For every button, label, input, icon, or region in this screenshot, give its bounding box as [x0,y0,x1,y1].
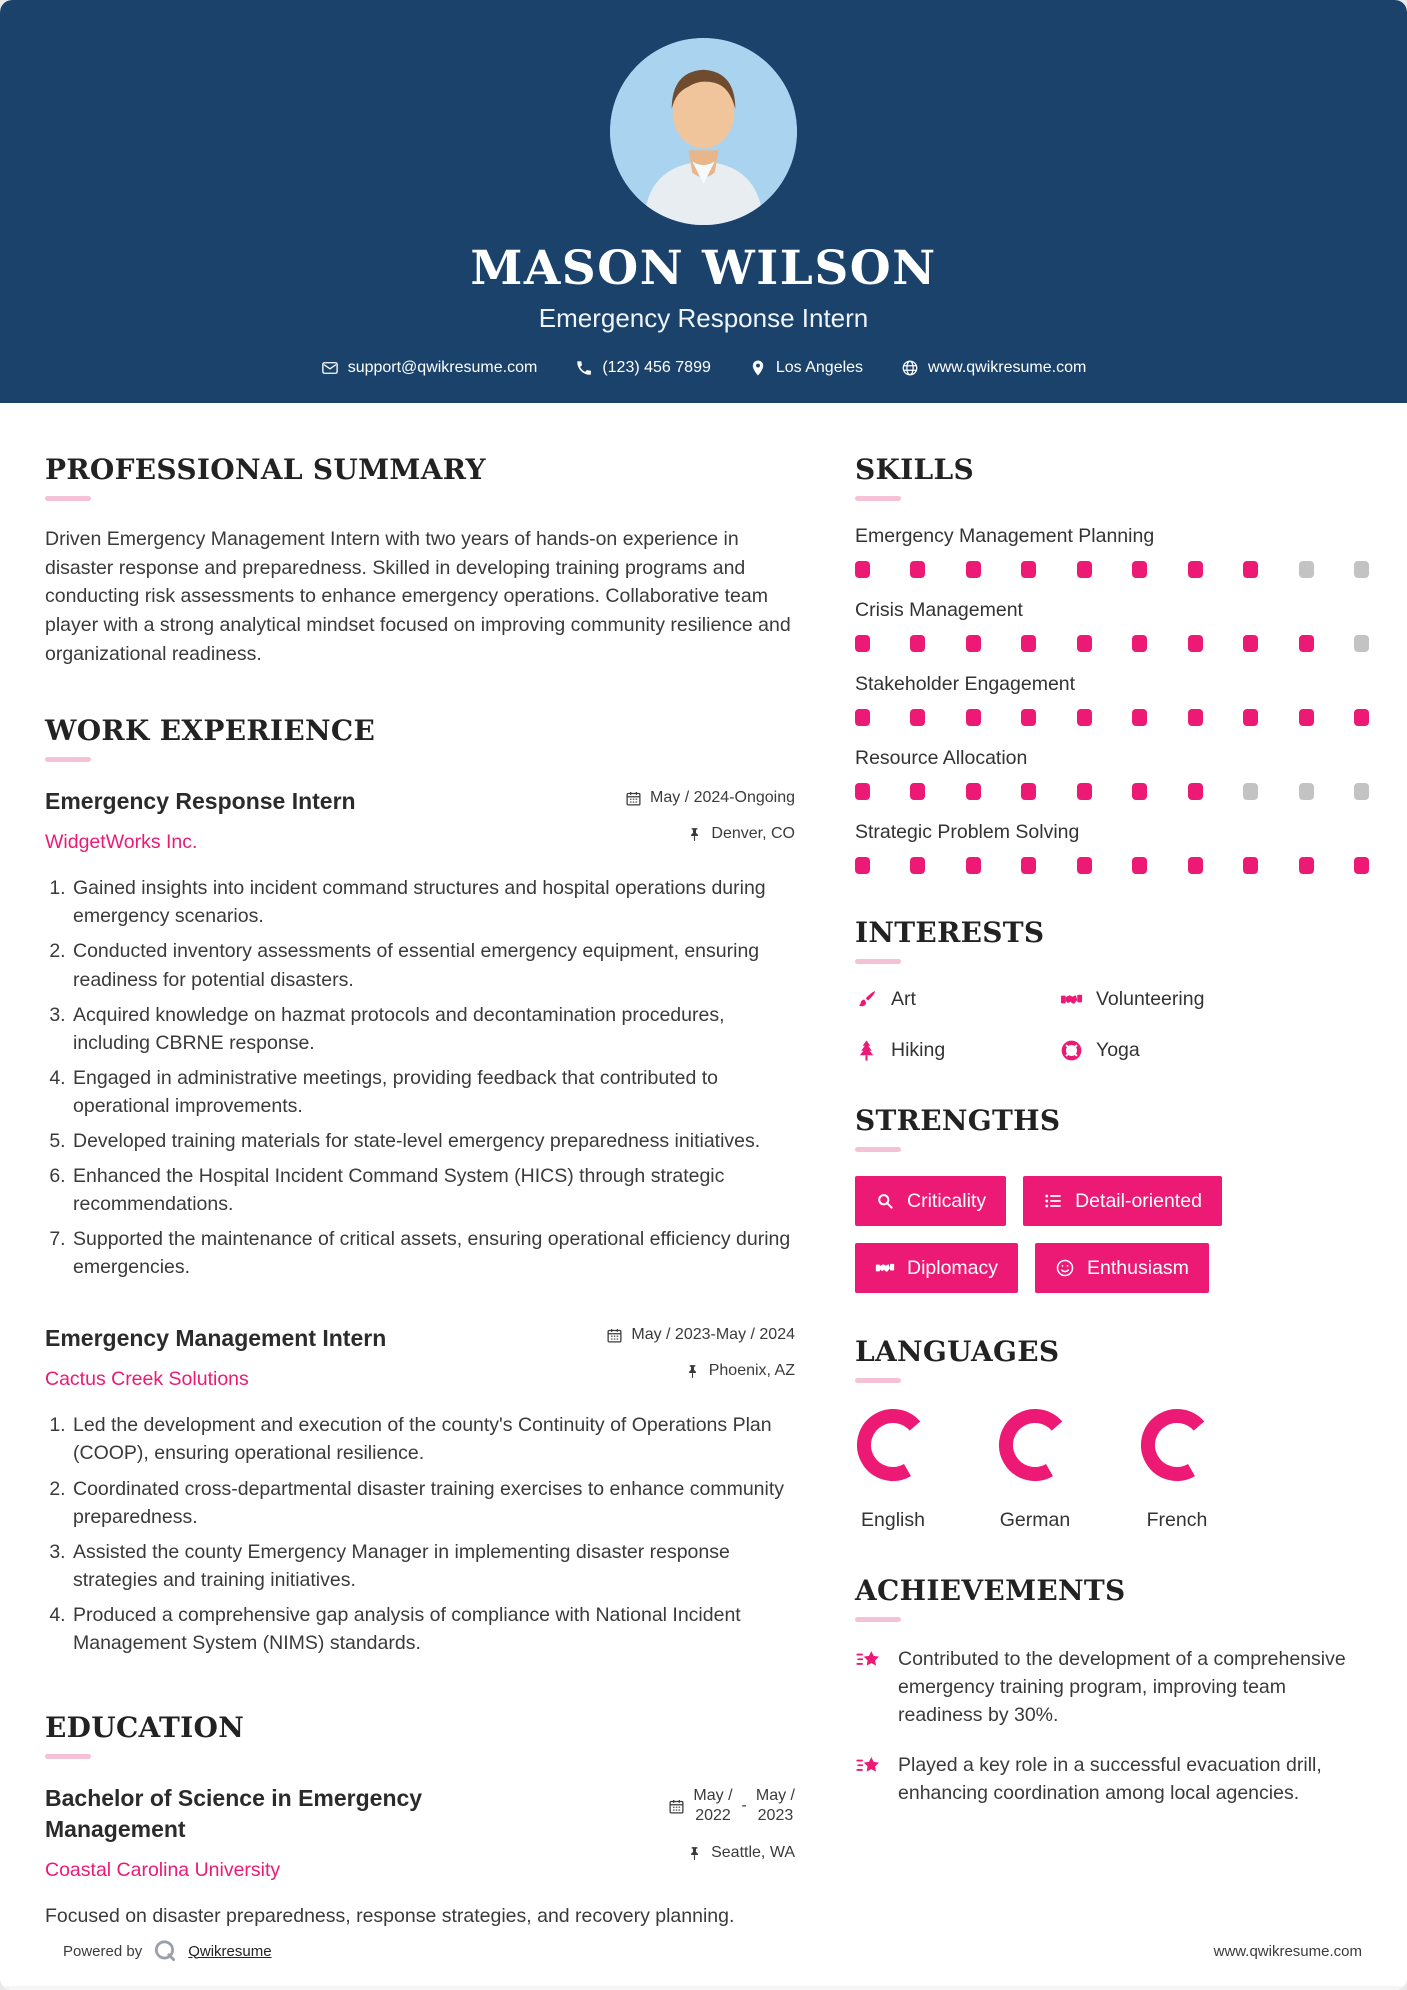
section-underline [855,1147,901,1152]
lifebuoy-icon [1060,1039,1083,1062]
job-bullet: 2. Conducted inventory assessments of essential emergency equipment, ensuring readiness for potential disasters. [71,937,795,993]
strength-label: Diplomacy [907,1256,999,1279]
skill-level-dot [966,561,981,578]
interest-label: Art [891,988,916,1010]
job-entry [45,786,795,1281]
interests-list [855,988,1369,1062]
date-end-month: May / [755,1787,795,1805]
section-professional-summary [45,453,795,668]
contact-email[interactable] [321,359,538,377]
education-location-text: Seattle, WA [711,1844,795,1862]
calendar-icon [668,1798,685,1815]
job-bullets [45,874,795,1281]
date-start-month: May / [693,1787,733,1805]
skill-level-dot [1132,857,1147,874]
strengths-heading: STRENGTHS [855,1104,1061,1137]
skill-level-dot [1299,635,1314,652]
skill-level-dot [1077,783,1092,800]
section-achievements [855,1574,1369,1807]
powered-by-text: Powered by [63,1942,143,1960]
pushpin-icon [686,1845,703,1862]
qwikresume-logo-icon [152,1938,178,1964]
skill-level-dot [910,709,925,726]
job-bullet: 5. Developed training materials for state-level emergency preparedness initiatives. [71,1127,795,1155]
achievements-list [855,1646,1369,1807]
skill-level-dot [855,635,870,652]
language-level-ring [1139,1407,1215,1483]
education-description: Focused on disaster preparedness, response strategies, and recovery planning. [45,1905,735,1928]
contact-location [749,359,863,377]
header [0,0,1407,403]
contact-website[interactable] [901,359,1086,377]
pushpin-icon [684,1363,701,1380]
skill-level-dot [1132,783,1147,800]
skill-label: Stakeholder Engagement [855,673,1076,695]
skill-level-dot [1188,635,1203,652]
job-bullet: 7. Supported the maintenance of critical assets, ensuring operational efficiency during emergencies. [71,1225,795,1281]
skill-level-dot [1243,857,1258,874]
skill-level-dot [966,783,981,800]
skill-level-dot [1077,635,1092,652]
section-underline [855,1617,901,1622]
job-entry [45,1323,795,1657]
language-item [1139,1407,1215,1532]
interest-item [855,988,1060,1011]
skill-level-dot [1021,561,1036,578]
strength-badge [1035,1243,1209,1293]
strength-label: Detail-oriented [1075,1189,1202,1212]
skill-label: Emergency Management Planning [855,525,1155,547]
avatar [610,38,797,225]
skill-label: Strategic Problem Solving [855,821,1080,843]
job-title: Emergency Response Intern [45,788,356,815]
education-dates [668,1786,795,1826]
phone-icon [575,359,593,377]
language-name: German [999,1509,1071,1531]
education-date-end [756,1786,795,1826]
job-bullet: 6. Enhanced the Hospital Incident Command System (HICS) through strategic recommendations. [71,1162,795,1218]
list-icon [1043,1191,1063,1211]
skill-level-dot [855,783,870,800]
skill-level-dot [1188,709,1203,726]
skill-level-dot [1299,709,1314,726]
handshake-icon [875,1258,895,1278]
section-underline [855,959,901,964]
skill-level-dot [1021,709,1036,726]
skill-level-dot [910,635,925,652]
achievement-item [855,1752,1369,1808]
contact-phone-text: (123) 456 7899 [602,359,711,376]
shooting-star-icon [855,1753,883,1781]
powered-by [63,1938,272,1964]
calendar-icon [606,1327,623,1344]
language-item [997,1407,1073,1532]
interest-label: Volunteering [1096,988,1205,1010]
section-languages [855,1335,1369,1532]
section-strengths [855,1104,1369,1293]
skill-level-dot [910,857,925,874]
skill-level-dot [1354,709,1369,726]
job-bullets [45,1411,795,1657]
skill-level-dot [1132,561,1147,578]
languages-list [855,1407,1369,1532]
contact-bar [0,359,1407,377]
skill-label: Resource Allocation [855,747,1028,769]
date-separator: - [741,1797,747,1815]
skill-level-dot [1077,857,1092,874]
skill-level-dot [1021,857,1036,874]
skill-level-dot [1299,783,1314,800]
section-underline [45,1754,91,1759]
left-column [45,453,795,1931]
summary-heading: PROFESSIONAL SUMMARY [45,453,486,486]
job-bullet: 3. Acquired knowledge on hazmat protocols and decontamination procedures, including CBRNE response. [71,1001,795,1057]
achievements-heading: ACHIEVEMENTS [855,1574,1126,1607]
job-bullet: 4. Engaged in administrative meetings, providing feedback that contributed to operational improvements. [71,1064,795,1120]
education-entry-left [45,1783,515,1882]
skill-level-dot [1132,709,1147,726]
section-underline [855,1378,901,1383]
skill-level-dot [1354,857,1369,874]
contact-email-text: support@qwikresume.com [347,359,538,376]
job-location: Phoenix, AZ [606,1362,795,1380]
qwikresume-link[interactable]: Qwikresume [188,1942,272,1960]
handshake-icon [1060,988,1083,1011]
company-name: Cactus Creek Solutions [45,1368,249,1391]
education-heading: EDUCATION [45,1711,245,1745]
skill-level-dot [855,857,870,874]
contact-website-text: www.qwikresume.com [928,359,1087,376]
education-meta [668,1783,795,1862]
achievement-text: Contributed to the development of a comprehensive emergency training program, improving team readiness by 30%. [898,1648,1346,1726]
skill-level-dot [966,857,981,874]
school-name[interactable]: Coastal Carolina University [45,1859,281,1882]
interest-item [855,1039,1060,1062]
skill-rating [855,561,1369,578]
job-title: Emergency Management Intern [45,1325,387,1352]
language-item [855,1407,931,1532]
pushpin-icon [686,826,703,843]
job-bullet: 1. Led the development and execution of the county's Continuity of Operations Plan (COOP), ensuring operational resilience. [71,1411,795,1467]
skill-level-dot [1354,635,1369,652]
skill-level-dot [1243,635,1258,652]
contact-location-text: Los Angeles [775,359,864,376]
interest-label: Hiking [891,1039,946,1061]
envelope-icon [321,359,339,377]
job-bullet: 3. Assisted the county Emergency Manager in implementing disaster response strategies and training initiatives. [71,1538,795,1594]
skill-level-dot [1077,561,1092,578]
magnifier-icon [875,1191,895,1211]
skill-level-dot [1021,783,1036,800]
skill-level-dot [1354,561,1369,578]
skill-level-dot [1243,561,1258,578]
skill-level-dot [1299,561,1314,578]
person-job-title: Emergency Response Intern [538,303,869,333]
job-list [45,786,795,1657]
skill-row [855,673,1369,726]
footer-website: www.qwikresume.com [1213,1942,1362,1960]
job-entry-left [45,1323,386,1391]
skill-level-dot [1132,635,1147,652]
section-skills [855,453,1369,874]
job-dates: May / 2023-May / 2024 [606,1326,795,1344]
interest-item [1060,1039,1369,1062]
skill-level-dot [910,561,925,578]
job-bullet: 2. Coordinated cross-departmental disaster training exercises to enhance community preparedness. [71,1475,795,1531]
skill-level-dot [855,709,870,726]
skill-row [855,599,1369,652]
skill-level-dot [1243,783,1258,800]
right-column [855,453,1369,1931]
skill-level-dot [1299,857,1314,874]
achievement-text: Played a key role in a successful evacuation drill, enhancing coordination among local agencies. [898,1753,1322,1804]
date-start-year: 2022 [695,1807,731,1825]
languages-heading: LANGUAGES [855,1335,1060,1368]
resume-body [0,403,1407,1931]
shooting-star-icon [855,1647,883,1675]
job-meta [625,786,795,843]
skill-rating [855,857,1369,874]
skill-rating [855,783,1369,800]
language-name: English [861,1509,925,1531]
education-date-start [693,1786,732,1826]
degree-title: Bachelor of Science in Emergency Management [45,1785,423,1843]
skill-level-dot [966,635,981,652]
skill-level-dot [1188,783,1203,800]
skills-heading: SKILLS [855,453,975,486]
interest-label: Yoga [1096,1039,1140,1061]
strength-label: Enthusiasm [1087,1256,1189,1279]
company-name: WidgetWorks Inc. [45,831,198,854]
skill-label: Crisis Management [855,599,1023,621]
strength-badge [1023,1176,1222,1226]
job-bullet: 1. Gained insights into incident command structures and hospital operations during emergency scenarios. [71,874,795,930]
job-meta [606,1323,795,1380]
skill-level-dot [1188,561,1203,578]
interest-item [1060,988,1369,1011]
education-entry [45,1783,795,1882]
job-entry-left [45,786,356,854]
language-level-ring [855,1407,931,1483]
skill-level-dot [1354,783,1369,800]
job-location: Denver, CO [625,825,795,843]
section-underline [45,757,91,762]
education-location [668,1844,795,1862]
interests-heading: INTERESTS [855,916,1045,949]
location-pin-icon [749,359,767,377]
section-work-experience [45,714,795,1657]
page-footer [63,1938,1362,1964]
skill-level-dot [1077,709,1092,726]
tree-icon [855,1039,878,1062]
summary-text: Driven Emergency Management Intern with two years of hands-on experience in disaster response and preparedness. Skilled in developing training programs and conducting risk assessments to enhance emergency operations. Collaborative team player with a strong analytical mindset focused on improving community resilience and organizational readiness. [45,528,791,665]
job-bullet: 4. Produced a comprehensive gap analysis of compliance with National Incident Management System (NIMS) standards. [71,1601,795,1657]
skill-level-dot [910,783,925,800]
strength-badge [855,1176,1006,1226]
skill-level-dot [1188,857,1203,874]
skill-rating [855,709,1369,726]
paintbrush-icon [855,988,878,1011]
work-heading: WORK EXPERIENCE [45,714,376,748]
strengths-list [855,1176,1369,1293]
section-interests [855,916,1369,1062]
calendar-icon [625,790,642,807]
contact-phone[interactable] [575,359,711,377]
skills-list [855,525,1369,874]
job-dates: May / 2024-Ongoing [625,789,795,807]
skill-row [855,525,1369,578]
skill-level-dot [855,561,870,578]
section-education [45,1711,795,1931]
person-name: MASON WILSON [470,241,937,296]
strength-label: Criticality [907,1189,987,1212]
skill-row [855,821,1369,874]
section-underline [855,496,901,501]
language-name: French [1146,1509,1208,1531]
section-underline [45,496,91,501]
strength-badge [855,1243,1018,1293]
skill-row [855,747,1369,800]
date-end-year: 2023 [757,1807,794,1825]
skill-level-dot [966,709,981,726]
skill-rating [855,635,1369,652]
smiley-icon [1055,1258,1075,1278]
achievement-item [855,1646,1369,1730]
language-level-ring [997,1407,1073,1483]
skill-level-dot [1021,635,1036,652]
profile-photo [610,38,797,225]
skill-level-dot [1243,709,1258,726]
globe-icon [901,359,919,377]
